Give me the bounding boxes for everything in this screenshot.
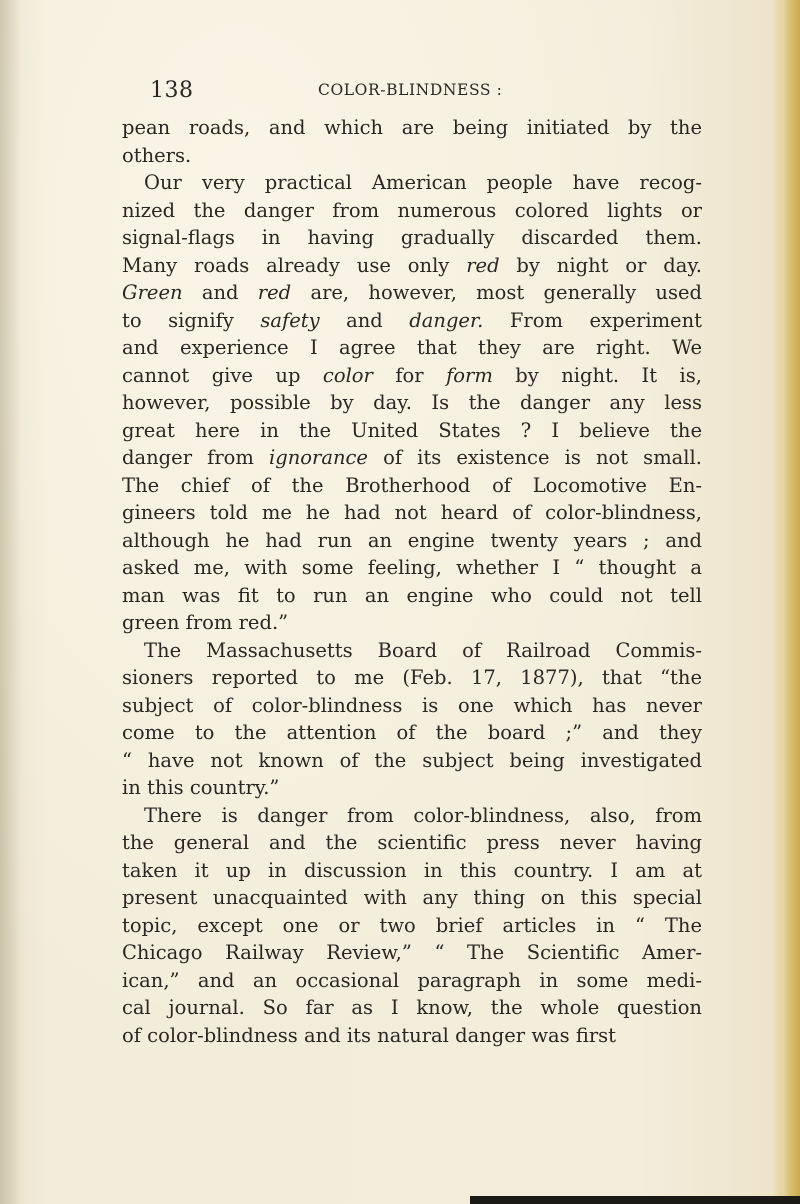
text-run: come to the attention of the board ;” and they [122,721,702,744]
text-run: “ have not known of the subject being investigated [122,748,702,772]
text-line [122,802,702,830]
text-run: signal-flags in having gradually discarded them. [122,226,702,249]
text-line [122,912,702,940]
text-line [122,884,702,912]
text-line [122,747,702,775]
text-run: man was fit to run an engine who could not tell [122,583,702,607]
text-run: taken it up in discussion in this country. I am at [122,858,702,882]
text-run: and experience I agree that they are right. We [122,336,702,359]
italic-text: ignorance [268,446,368,469]
text-run: however, possible by day. Is the danger any less [122,391,702,414]
text-run: subject of color-blindness is one which has never [122,693,702,717]
text-run: by night. It is, [492,363,702,387]
text-line [122,664,702,692]
text-line [122,609,702,637]
text-line [122,279,702,307]
text-line [122,499,702,527]
page-gutter-shadow [0,0,22,1204]
text-run: for [372,363,447,387]
text-line [122,719,702,747]
text-line [122,1022,702,1050]
bottom-rule [470,1196,800,1204]
text-line [122,224,702,252]
text-run: of its existence is not small. [367,446,702,469]
italic-text: Green [122,281,183,304]
text-run: others. [122,143,192,167]
text-line [122,967,702,995]
text-run: There is danger from color-blindness, also, from [144,803,702,827]
text-run: although he had run an engine twenty years ; and [122,528,702,552]
text-line [122,939,702,967]
text-line [122,829,702,857]
italic-text: red [257,281,292,304]
text-line [122,389,702,417]
text-run: gineers told me he had not heard of color-blindness, [122,501,702,524]
text-run: topic, except one or two brief articles in “ The [122,913,702,937]
text-run: to signify [122,308,261,332]
text-run: The Massachusetts Board of Railroad Commis- [144,638,702,662]
italic-text: red [466,253,500,277]
text-run: the general and the scientific press never having [122,831,702,854]
text-run: of color-blindness and its natural danger was first [122,1023,617,1047]
text-line [122,334,702,362]
text-line [122,169,702,197]
text-line [122,114,702,142]
text-run: great here in the United States ? I believe the [122,418,702,442]
text-line [122,142,702,170]
italic-text: danger. [409,308,484,332]
text-run: by night or day. [499,253,703,277]
body-text [122,114,702,1049]
text-line [122,582,702,610]
text-line [122,994,702,1022]
text-run: ican,” and an occasional paragraph in some medi- [122,968,702,992]
text-line [122,472,702,500]
gilt-page-edge [782,0,800,1204]
text-run: cannot give up [122,363,323,387]
text-run: and [319,308,410,332]
text-run: The chief of the Brotherhood of Locomotive En- [122,473,702,497]
text-line [122,554,702,582]
text-run: asked me, with some feeling, whether I “ thought a [122,556,702,579]
text-run: Our very practical American people have recog- [144,171,702,194]
text-run: sioners reported to me (Feb. 17, 1877), that “the [122,666,702,689]
text-run: nized the danger from numerous colored lights or [122,198,702,222]
italic-text: color [322,363,373,387]
text-run: From experiment [483,308,702,332]
text-line [122,362,702,390]
text-line [122,252,702,280]
text-line [122,417,702,445]
text-run: Chicago Railway Review,” “ The Scientific Amer- [122,941,702,964]
italic-text: form [446,363,493,387]
running-head: COLOR-BLINDNESS : [318,81,503,99]
text-line [122,444,702,472]
text-line [122,527,702,555]
text-line [122,774,702,802]
italic-text: safety [260,308,320,332]
text-line [122,307,702,335]
text-line [122,692,702,720]
text-run: cal journal. So far as I know, the whole question [122,996,702,1019]
text-run: are, however, most generally used [291,281,702,304]
text-run: and [182,281,258,304]
text-run: Many roads already use only [122,253,467,277]
text-run: green from red.” [122,611,289,634]
text-run: in this country.” [122,776,280,799]
text-run: present unacquainted with any thing on this special [122,886,702,909]
text-line [122,857,702,885]
text-line [122,197,702,225]
text-run: danger from [122,446,269,469]
text-run: pean roads, and which are being initiated by the [122,116,702,139]
text-line [122,637,702,665]
page-number: 138 [150,78,194,103]
